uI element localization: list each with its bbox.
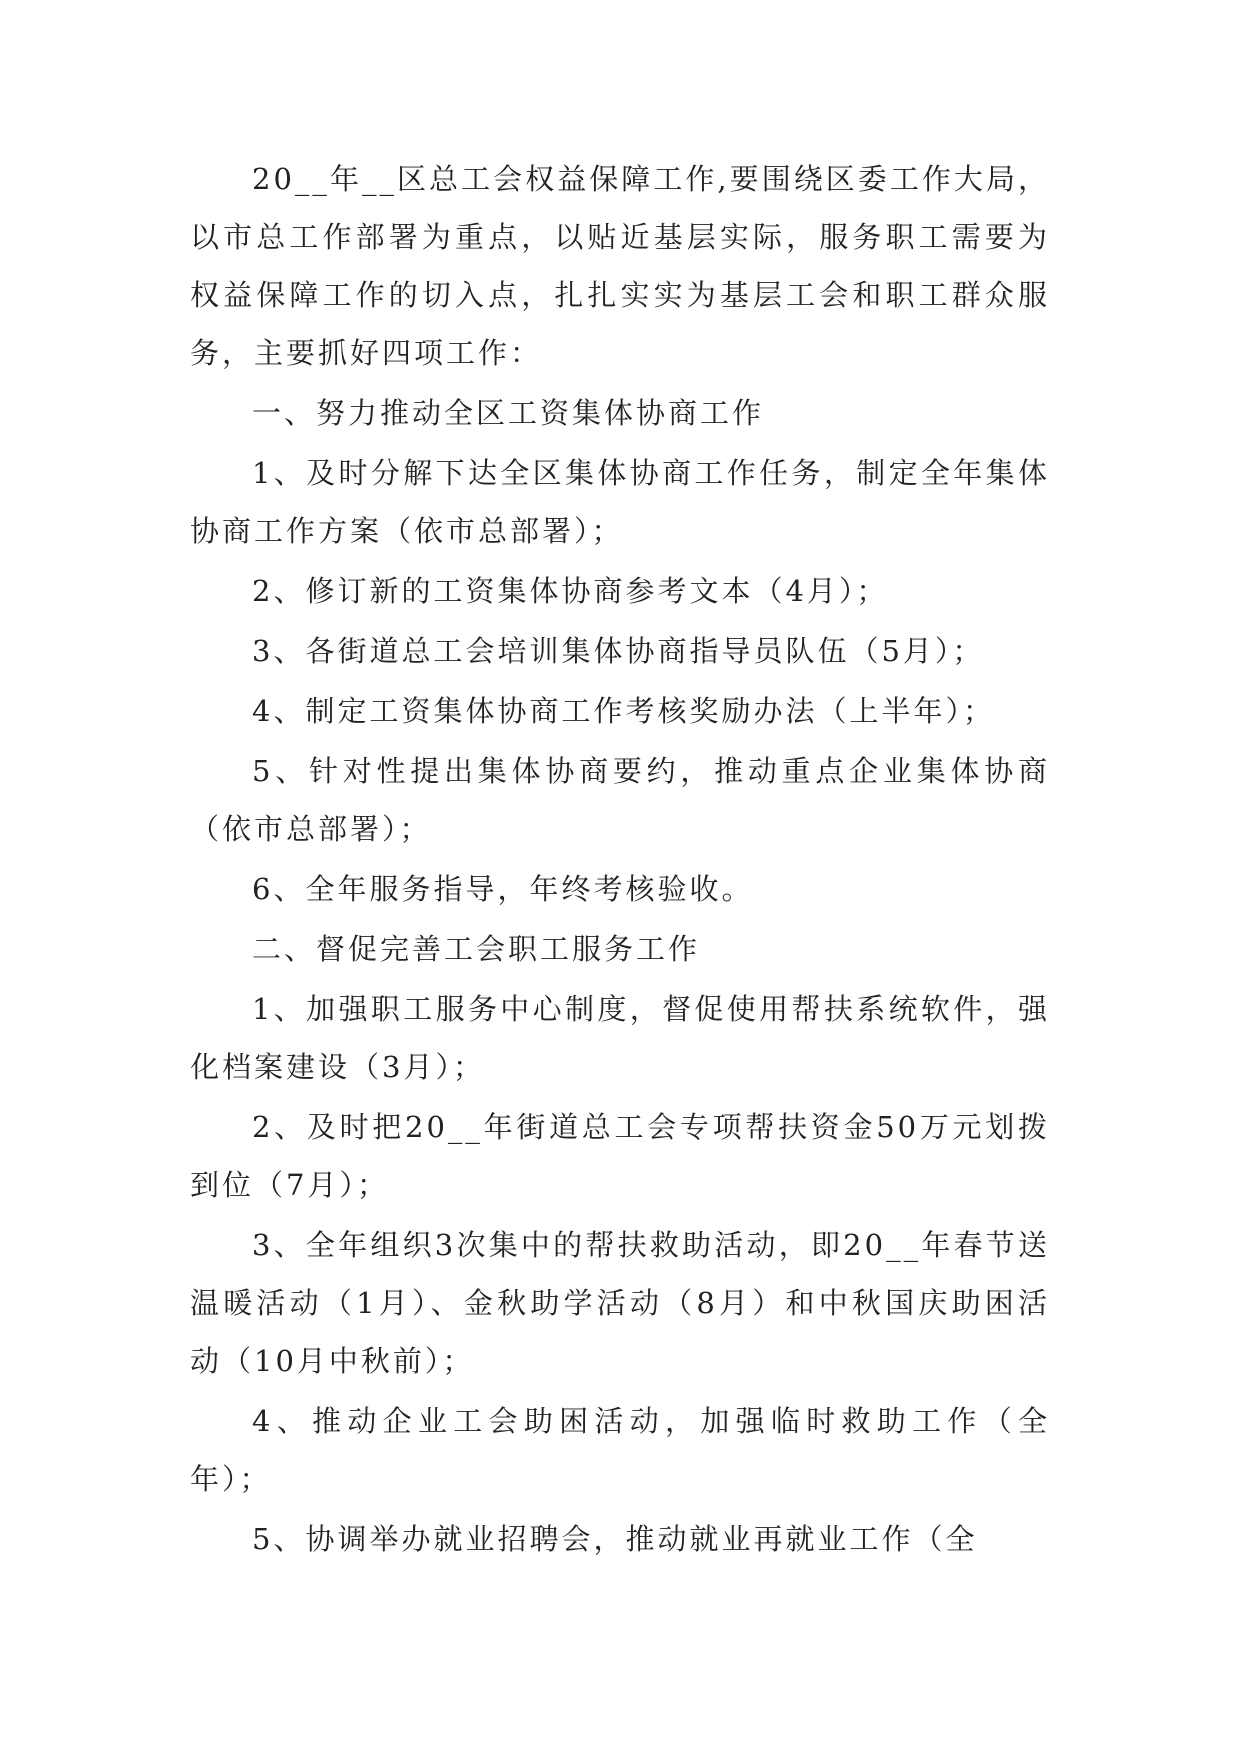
list-item: 1、及时分解下达全区集体协商工作任务，制定全年集体协商工作方案（依市总部署）； [190, 456, 1050, 548]
intro-paragraph: 20__年__区总工会权益保障工作,要围绕区委工作大局，以市总工作部署为重点，以贴近基层实际，服务职工需要为权益保障工作的切入点，扎扎实实为基层工会和职工群众服务，主要抓好四项工作： [190, 162, 1050, 370]
section-heading-1: 一、努力推动全区工资集体协商工作 [252, 396, 765, 430]
section-heading-2: 二、督促完善工会职工服务工作 [252, 932, 701, 966]
list-item: 4、制定工资集体协商工作考核奖励办法（上半年）； [252, 694, 995, 728]
list-item: 5、协调举办就业招聘会，推动就业再就业工作（全 [252, 1522, 978, 1556]
list-item: 3、各街道总工会培训集体协商指导员队伍（5月）； [252, 634, 985, 668]
list-item: 2、及时把20__年街道总工会专项帮扶资金50万元划拨到位（7月）； [190, 1110, 1050, 1202]
list-item: 6、全年服务指导，年终考核验收。 [252, 872, 754, 906]
list-item: 2、修订新的工资集体协商参考文本（4月）； [252, 574, 889, 608]
list-item: 5、针对性提出集体协商要约，推动重点企业集体协商（依市总部署）； [190, 754, 1050, 846]
list-item: 1、加强职工服务中心制度，督促使用帮扶系统软件，强化档案建设（3月）； [190, 992, 1050, 1084]
list-item: 4、推动企业工会助困活动，加强临时救助工作（全年）； [190, 1404, 1050, 1496]
list-item: 3、全年组织3次集中的帮扶救助活动，即20__年春节送温暖活动（1月）、金秋助学活动（8月）和中秋国庆助困活动（10月中秋前）； [190, 1228, 1050, 1378]
document-page [190, 150, 1050, 1570]
